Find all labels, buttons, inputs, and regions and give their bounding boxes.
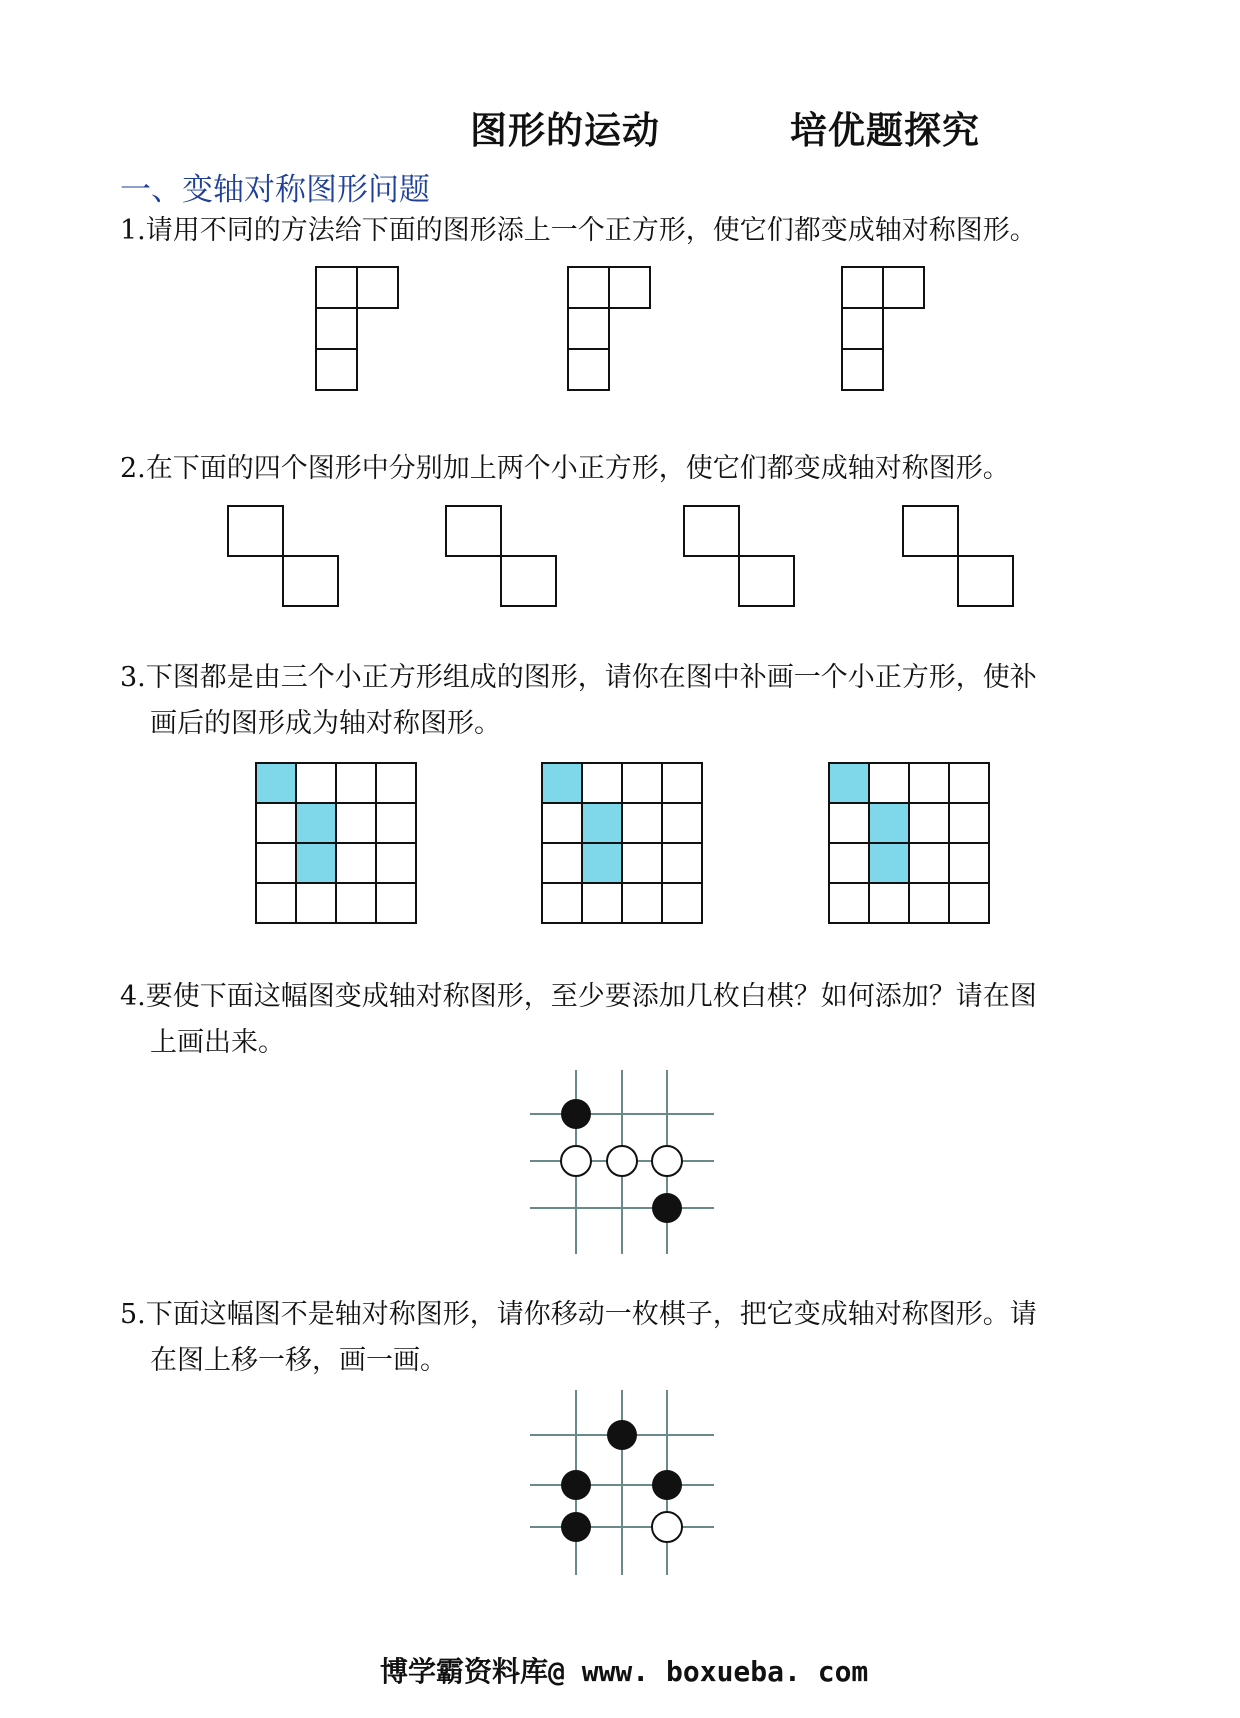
q1-figure-2: [568, 267, 650, 390]
title-left: 图形的运动: [470, 109, 660, 152]
q4-white-stone-3: [652, 1146, 682, 1176]
q4-go-board: [530, 1070, 714, 1254]
question-4-number: 4.: [120, 981, 146, 1012]
q2-figure-1: [228, 506, 338, 606]
question-1-text: 请用不同的方法给下面的图形添上一个正方形，使它们都变成轴对称图形。: [145, 215, 1037, 246]
q5-black-stone-1: [607, 1420, 637, 1450]
question-5-text: 下面这幅图不是轴对称图形，请你移动一枚棋子，把它变成轴对称图形。请: [145, 1299, 1037, 1330]
q2-figure-4: [903, 506, 1013, 606]
q4-black-stone-1: [561, 1099, 591, 1129]
q1-figure-1: [316, 267, 398, 390]
question-3-line2: 画后的图形成为轴对称图形。: [150, 708, 501, 739]
q5-go-board: [530, 1390, 714, 1575]
question-2-text: 在下面的四个图形中分别加上两个小正方形，使它们都变成轴对称图形。: [145, 453, 1010, 484]
question-3-number: 3.: [120, 662, 146, 693]
q2-figure-3: [684, 506, 794, 606]
question-5-line2: 在图上移一移，画一画。: [150, 1345, 447, 1376]
q5-white-stone-1: [652, 1512, 682, 1542]
q2-figure-2: [446, 506, 556, 606]
question-4-text: 要使下面这幅图变成轴对称图形，至少要添加几枚白棋？如何添加？请在图: [145, 981, 1037, 1012]
q5-black-stone-4: [561, 1512, 591, 1542]
q1-figure-3: [842, 267, 924, 390]
q4-black-stone-2: [652, 1193, 682, 1223]
q4-white-stone-1: [561, 1146, 591, 1176]
question-1-number: 1.: [120, 215, 146, 246]
q5-black-stone-3: [652, 1470, 682, 1500]
question-3-text: 下图都是由三个小正方形组成的图形，请你在图中补画一个小正方形，使补: [145, 662, 1037, 693]
question-5-number: 5.: [120, 1299, 146, 1330]
q3-grid-1: [256, 763, 416, 923]
footer-watermark: 博学霸资料库@ www. boxueba. com: [380, 1655, 869, 1688]
q5-black-stone-2: [561, 1470, 591, 1500]
title-right: 培优题探究: [790, 109, 980, 152]
q4-white-stone-2: [607, 1146, 637, 1176]
question-4-line2: 上画出来。: [150, 1027, 285, 1058]
question-2-number: 2.: [120, 453, 146, 484]
q3-grid-2: [542, 763, 702, 923]
section-heading: 一、变轴对称图形问题: [120, 172, 430, 208]
q3-grid-3: [829, 763, 989, 923]
